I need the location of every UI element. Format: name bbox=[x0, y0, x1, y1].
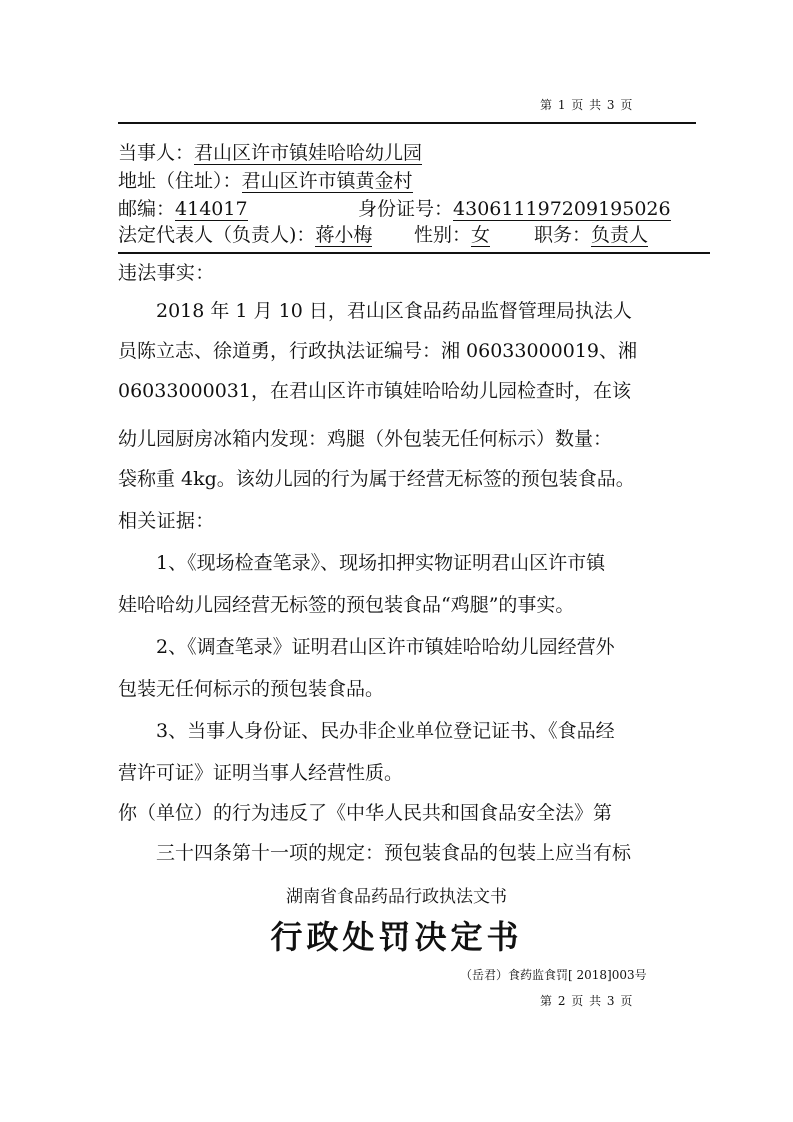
evidence-item-line: 1、《现场检查笔录》、现场扣押实物证明君山区许市镇 bbox=[156, 552, 606, 574]
party-name-value: 君山区许市镇娃哈哈幼儿园 bbox=[194, 142, 423, 164]
facts-line: 袋称重 4kg。该幼儿园的行为属于经营无标签的预包装食品。 bbox=[118, 468, 635, 490]
issuing-organization: 湖南省食品药品行政执法文书 bbox=[286, 887, 507, 907]
job-title-row bbox=[534, 222, 648, 248]
header-divider bbox=[118, 122, 696, 124]
job-title-label: 职务： bbox=[534, 224, 592, 246]
id-value: 430611197209195026 bbox=[453, 198, 671, 220]
gender-label: 性别： bbox=[414, 224, 472, 246]
address-label: 地址（住址）： bbox=[118, 170, 242, 192]
address-row bbox=[118, 168, 413, 194]
page-number-bottom: 第 2 页 共 3 页 bbox=[540, 994, 634, 1008]
facts-line: 2018 年 1 月 10 日，君山区食品药品监督管理局执法人 bbox=[156, 300, 632, 322]
representative-row bbox=[118, 222, 372, 248]
document-number: （岳君）食药监食罚[ 2018]003号 bbox=[460, 968, 647, 982]
job-title-value: 负责人 bbox=[591, 224, 649, 246]
facts-line: 06033000031，在君山区许市镇娃哈哈幼儿园检查时，在该 bbox=[118, 380, 631, 402]
facts-line: 幼儿园厨房冰箱内发现：鸡腿（外包装无任何标示）数量： bbox=[118, 428, 613, 450]
facts-line: 员陈立志、徐道勇，行政执法证编号：湘 06033000019、湘 bbox=[118, 340, 638, 362]
address-value: 君山区许市镇黄金村 bbox=[241, 170, 413, 192]
violation-line: 三十四条第十一项的规定：预包装食品的包装上应当有标 bbox=[156, 842, 632, 864]
postcode-row bbox=[118, 196, 248, 222]
document-title: 行政处罚决定书 bbox=[270, 918, 523, 956]
facts-heading: 违法事实： bbox=[118, 262, 215, 284]
party-divider bbox=[118, 252, 710, 254]
party-name-row bbox=[118, 140, 422, 166]
representative-label: 法定代表人（负责人)： bbox=[118, 224, 316, 246]
postcode-label: 邮编： bbox=[118, 198, 176, 220]
evidence-item-line: 3、当事人身份证、民办非企业单位登记证书、《食品经 bbox=[156, 720, 615, 742]
id-row bbox=[358, 196, 671, 222]
evidence-item-line: 营许可证》证明当事人经营性质。 bbox=[118, 762, 404, 784]
gender-value: 女 bbox=[471, 224, 491, 246]
evidence-item-line: 娃哈哈幼儿园经营无标签的预包装食品“鸡腿”的事实。 bbox=[118, 594, 575, 616]
evidence-heading: 相关证据： bbox=[118, 510, 215, 532]
violation-line: 你（单位）的行为违反了《中华人民共和国食品安全法》第 bbox=[118, 802, 613, 824]
evidence-item-line: 2、《调查笔录》证明君山区许市镇娃哈哈幼儿园经营外 bbox=[156, 636, 615, 658]
gender-row bbox=[414, 222, 490, 248]
representative-value: 蒋小梅 bbox=[315, 224, 373, 246]
id-label: 身份证号： bbox=[358, 198, 454, 220]
evidence-item-line: 包装无任何标示的预包装食品。 bbox=[118, 678, 385, 700]
party-name-label: 当事人： bbox=[118, 142, 195, 164]
page-number-top: 第 1 页 共 3 页 bbox=[540, 98, 634, 112]
postcode-value: 414017 bbox=[175, 198, 248, 220]
